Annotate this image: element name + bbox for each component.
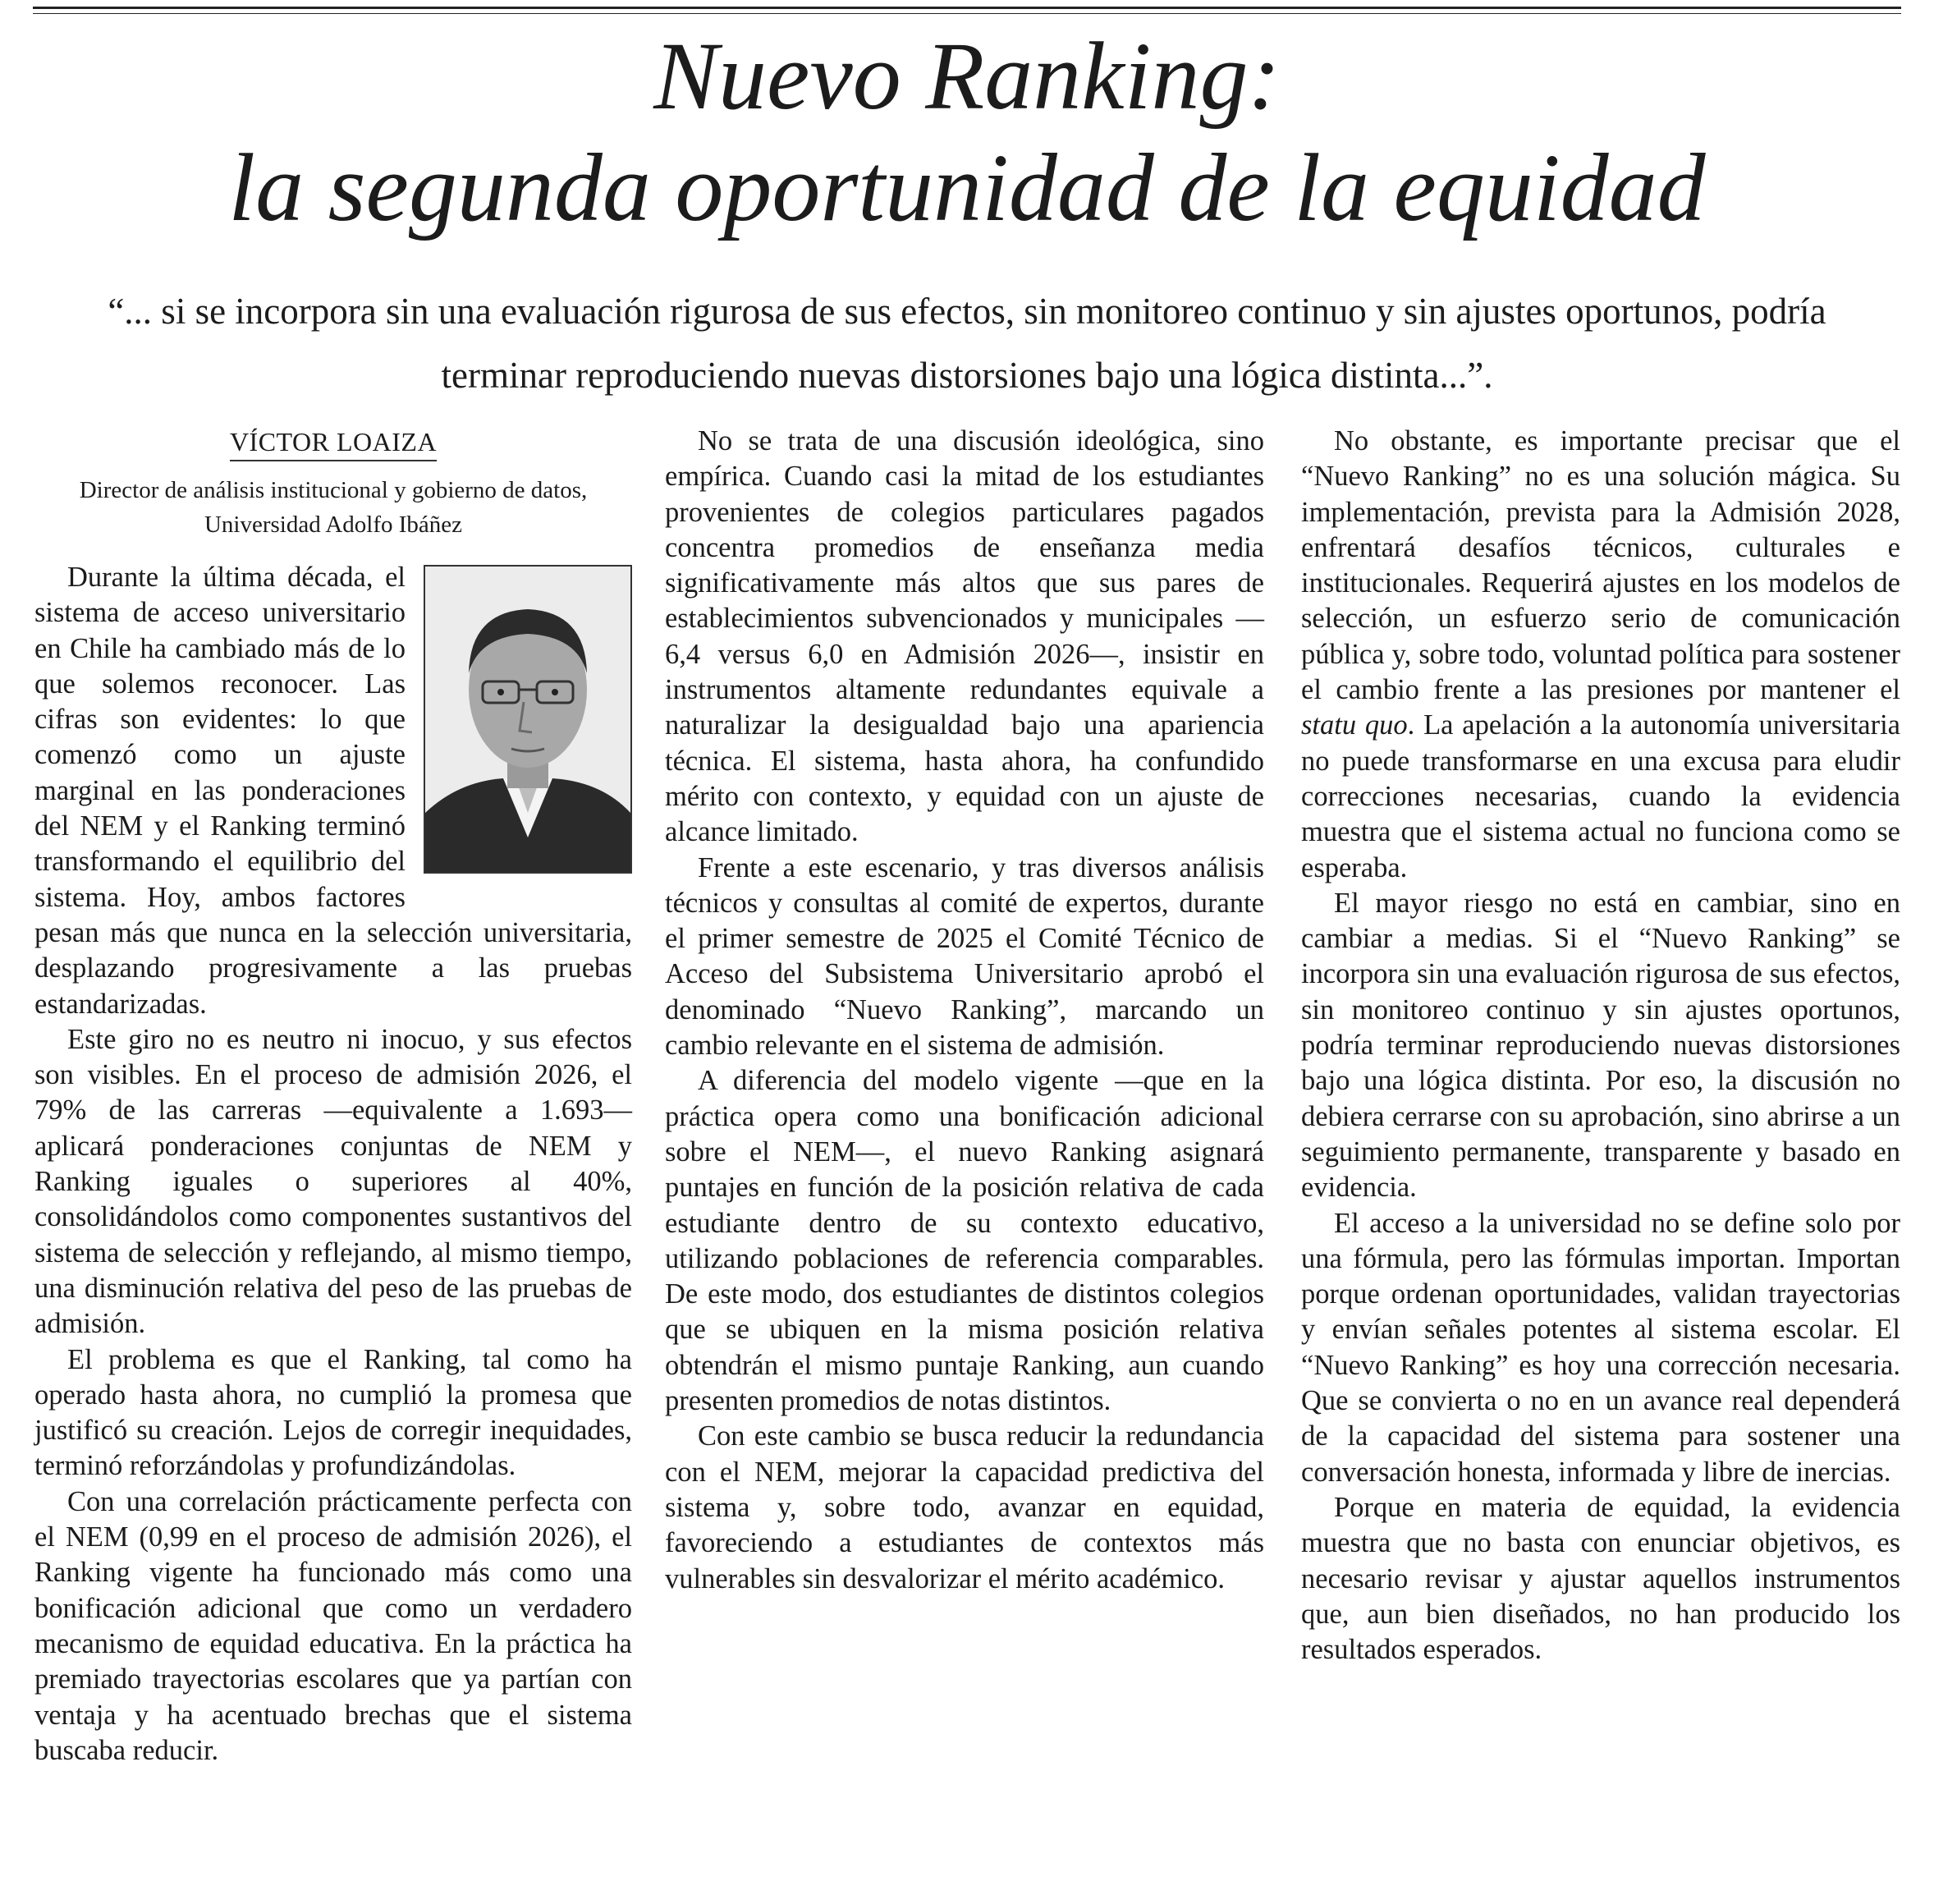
paragraph-5: No se trata de una discusión ideológica, sino empírica. Cuando casi la mitad de los estudiantes provenientes de colegios particulares pagados concentra promedios de enseñanza media significativamente más altos que sus pares de establecimientos subvencionados y municipales —6,4 versus 6,0 en Admisión 2026—, insistir en instrumentos altamente redundantes equivale a naturalizar la desigualdad bajo una apariencia técnica. El sistema, hasta ahora, ha confundido mérito con contexto, y equidad con un ajuste de alcance limitado. — [665, 425, 1264, 848]
paragraph-12: Porque en materia de equidad, la evidencia muestra que no basta con enunciar objetivos, es necesario revisar y ajustar aquellos instrumentos que, aun bien diseñados, no han producido los resultados esperados. — [1301, 1491, 1900, 1666]
author-portrait-image — [425, 567, 630, 872]
paragraph-7: A diferencia del modelo vigente —que en la práctica opera como una bonificación adicional sobre el NEM—, el nuevo Ranking asignará puntajes en función de la posición relativa de cada estudiante dentro de su contexto educativo, utilizando poblaciones de referencia comparables. De este modo, dos estudiantes de distintos colegios que se ubiquen en la misma posición relativa obtendrán el mismo puntaje Ranking, aun cuando presenten promedios de notas distintos. — [665, 1065, 1264, 1417]
byline — [34, 425, 632, 542]
headline-line-2: la segunda oportunidad de la equidad — [228, 134, 1706, 241]
author-affiliation: Director de análisis institucional y gobierno de datos, Universidad Adolfo Ibáñez — [79, 477, 588, 538]
article-column-2 — [665, 424, 1264, 1597]
article-column-1 — [34, 425, 632, 1769]
paragraph-11: El acceso a la universidad no se define solo por una fórmula, pero las fórmulas importan. Importan porque ordenan oportunidades, validan trayectorias y envían señales potentes al sistema escolar. El “Nuevo Ranking” es hoy una corrección necesaria. Que se convierta o no en un avance real dependerá de la capacidad del sistema para sostener una conversación honesta, informada y libre de inercias. — [1301, 1207, 1900, 1488]
paragraph-2: Este giro no es neutro ni inocuo, y sus efectos son visibles. En el proceso de admisión 2026, el 79% de las carreras —equivalente a 1.693— aplicará ponderaciones conjuntas de NEM y Ranking iguales o superiores al 40%, consolidándolos como componentes sustantivos del sistema de selección y reflejando, al mismo tiempo, una disminución relativa del peso de las pruebas de admisión. — [34, 1023, 632, 1340]
author-photo — [424, 565, 632, 874]
article-column-3 — [1301, 424, 1900, 1668]
paragraph-9: No obstante, es importante precisar que el “Nuevo Ranking” no es una solución mágica. Su implementación, prevista para la Admisión 2028, enfrentará desafíos técnicos, culturales e institucionales. Requerirá ajustes en los modelos de selección, un esfuerzo serio de comunicación pública y, sobre todo, voluntad política para sostener el cambio frente a las presiones por mantener el statu quo. La apelación a la autonomía universitaria no puede transformarse en una excusa para eludir correcciones necesarias, cuando la evidencia muestra que el sistema actual no funciona como se esperaba. — [1301, 425, 1900, 883]
paragraph-4: Con una correlación prácticamente perfecta con el NEM (0,99 en el proceso de admisión 2026), el Ranking vigente ha funcionado más como una bonificación adicional que como un verdadero mecanismo de equidad educativa. En la práctica ha premiado trayectorias escolares que ya partían con ventaja y ha acentuado brechas que el sistema buscaba reducir. — [34, 1485, 632, 1766]
paragraph-10: El mayor riesgo no está en cambiar, sino en cambiar a medias. Si el “Nuevo Ranking” se incorpora sin una evaluación rigurosa de sus efectos, sin monitoreo continuo y sin ajustes oportunos, podría terminar reproduciendo nuevas distorsiones bajo una lógica distinta. Por eso, la discusión no debiera cerrarse con su aprobación, sino abrirse a un seguimiento permanente, transparente y basado en evidencia. — [1301, 887, 1900, 1204]
italic-statu-quo: statu quo — [1301, 709, 1408, 741]
paragraph-6: Frente a este escenario, y tras diversos análisis técnicos y consultas al comité de expertos, durante el primer semestre de 2025 el Comité Técnico de Acceso del Subsistema Universitario aprobó el denominado “Nuevo Ranking”, marcando un cambio relevante en el sistema de admisión. — [665, 851, 1264, 1062]
top-rule — [33, 7, 1901, 9]
paragraph-8: Con este cambio se busca reducir la redundancia con el NEM, mejorar la capacidad predictiva del sistema y, sobre todo, avanzar en equidad, favoreciendo a estudiantes de contextos más vulnerables sin desvalorizar el mérito académico. — [665, 1420, 1264, 1594]
author-name: VÍCTOR LOAIZA — [230, 425, 437, 461]
top-rule-thin — [33, 13, 1901, 14]
paragraph-1: Durante la última década, el sistema de acceso universitario en Chile ha cambiado más de lo que solemos reconocer. Las cifras son evidentes: lo que comenzó como un ajuste marginal en las ponderaciones del NEM y el Ranking terminó transformando el equilibrio del sistema. Hoy, ambos factores pesan más que nunca en la selección universitaria, desplazando progresivamente a las pruebas estandarizadas. — [34, 562, 632, 1020]
headline-line-1: Nuevo Ranking: — [653, 22, 1281, 130]
pull-quote-deck: “... si se incorpora sin una evaluación rigurosa de sus efectos, sin monitoreo continuo y sin ajustes oportunos, podría terminar reproduciendo nuevas distorsiones bajo una lógica distinta...”. — [108, 291, 1826, 396]
paragraph-3: El problema es que el Ranking, tal como ha operado hasta ahora, no cumplió la promesa que justificó su creación. Lejos de corregir inequidades, terminó reforzándolas y profundizándolas. — [34, 1343, 632, 1482]
